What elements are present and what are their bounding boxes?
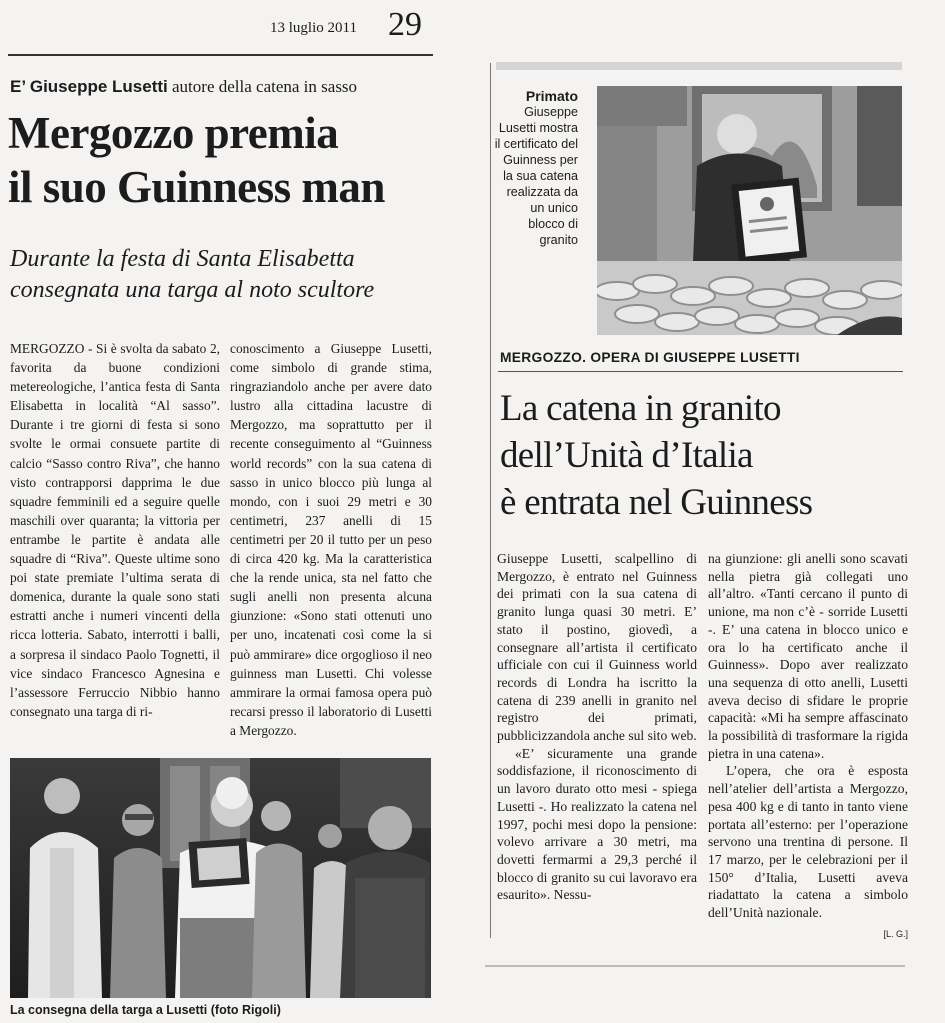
right-headline-line-3: è entrata nel Guinness xyxy=(500,482,813,523)
kicker-name: E’ Giuseppe Lusetti xyxy=(10,77,168,96)
award-ceremony-photo xyxy=(10,758,431,998)
column-separator xyxy=(490,63,491,938)
left-article-kicker xyxy=(10,77,357,97)
guinness-certificate-photo xyxy=(597,86,902,335)
right-col2-paragraph-2: L’opera, che ora è esposta nell’atelier dell’artista a Mergozzo, pesa 400 kg e di tanto in tanto viene portata all’esterno: per l’operazione servono una trentina di persone. Il 17 marzo, per le celebrazioni per il 150° d’Italia, Lusetti aveva riadattato la catena a simbolo dell’Unità nazionale. xyxy=(708,763,908,921)
headline-line-2: il suo Guinness man xyxy=(8,162,385,212)
award-ceremony-photo-image xyxy=(10,758,431,998)
right-article-kicker: MERGOZZO. OPERA DI GIUSEPPE LUSETTI xyxy=(500,350,800,365)
right-article-headline xyxy=(500,385,920,526)
guinness-certificate-photo-image xyxy=(597,86,902,335)
kicker-rest: autore della catena in sasso xyxy=(172,77,358,96)
issue-date: 13 luglio 2011 xyxy=(270,20,357,36)
right-photo-caption xyxy=(493,88,578,248)
left-article-headline xyxy=(8,106,448,214)
headline-line-1: Mergozzo premia xyxy=(8,108,339,158)
right-headline-line-1: La catena in granito xyxy=(500,388,781,429)
subheadline-line-2: consegnata una targa al noto scultore xyxy=(10,277,375,303)
page-number: 29 xyxy=(388,6,422,43)
right-kicker-rule xyxy=(498,371,903,372)
subheadline-line-1: Durante la festa di Santa Elisabetta xyxy=(10,246,355,272)
right-article-body-column-1 xyxy=(497,550,697,904)
header-divider xyxy=(8,54,433,56)
award-photo-caption: La consegna della targa a Lusetti (foto Rigoli) xyxy=(10,1003,281,1017)
right-col1-paragraph-2: «E’ sicuramente una grande soddisfazione, il riconoscimento di un lavoro durato otto mesi - spiega Lusetti -. Ho realizzato la catena nel 1997, pochi mesi dopo la pensione: volevo arrivare a 30 metri, ma dovetti fermarmi a 29,3 perché il blocco di granito su cui lavoravo era esaurito». Nessu- xyxy=(497,745,697,903)
right-article-top-rule xyxy=(496,62,902,70)
left-article-body-column-2: conoscimento a Giuseppe Lusetti, come simbolo di grande stima, ringraziandolo anche per avere dato lustro alla cittadina lacustre di Mergozzo, ma soprattutto per il recente conseguimento al “Guinness world records” con la sua catena di sasso in unico blocco più lunga al mondo, con i suoi 29 metri e 30 centimetri, 237 anelli di 15 centimetri per 20 il tutto per un peso di circa 420 kg. Ma la caratteristica che la rende unica, sta nel fatto che sugli anelli non presenta alcuna giunzione: «Sono stati ottenuti uno per uno, incatenati così come la si può ammirare» dice orgoglioso il neo guinness man Lusetti. Chi volesse ammirare la ormai famosa opera può recarsi presso il laboratorio di Lusetti a Mergozzo. xyxy=(230,341,432,738)
photo-caption-text: Giuseppe Lusetti mostra il certificato del Guinness per la sua catena realizzata da un unico blocco di granito xyxy=(494,105,578,247)
left-article-subheadline xyxy=(10,244,450,306)
author-signature: [L. G.] xyxy=(883,928,908,939)
right-headline-line-2: dell’Unità d’Italia xyxy=(500,435,753,476)
right-col2-paragraph-1: na giunzione: gli anelli sono scavati nella pietra già collegati uno all’altro. «Tanti cercano il punto di unione, ma non c’è - sorride Lusetti -. E’ una catena in blocco unico e ora lo ha certificato anche il Guinness». Dopo aver realizzato una sequenza di otto anelli, Lusetti aveva deciso di sfidare le proprie capacità: «Mi ha sempre affascinato la possibilità di trasformare la rigida pietra in una catena». xyxy=(708,551,908,761)
right-col1-paragraph-1: Giuseppe Lusetti, scalpellino di Mergozzo, è entrato nel Guinness dei primati con la sua catena di granito lunga quasi 30 metri. E’ stato il postino, giovedì, a consegnare all’artista il certificato ufficiale con cui il Guinness world records di Londra ha iscritto la catena di 239 anelli in granito nel registro dei primati, pubblicizzandola anche sul sito web. xyxy=(497,551,697,744)
photo-caption-title: Primato xyxy=(525,88,578,104)
left-article-body-column-1: MERGOZZO - Si è svolta da sabato 2, favorita da buone condizioni metereologiche, l’antica festa di Santa Elisabetta in località “Al sasso”. Durante i tre giorni di festa si sono svolte le ormai consuete partite di calcio “Sasso contro Riva”, che hanno visto contrapporsi dapprima le due squadre femminili ed a seguire quelle maschili over quaranta; la vittoria per entrambe le partite è andata alle squadre di “Riva”. Queste ultime sono poi state premiate l’ultima serata di domenica, durante la quale sono stati estratti anche i numeri vincenti della ricca lotteria. Sabato, interrotti i balli, a sorpresa il sindaco Paolo Tognetti, il vice sindaco Francesco Agnesina e l’assessore Ferruccio Nibbio hanno consegnato una targa di ri- xyxy=(10,341,220,719)
bottom-rule xyxy=(485,965,905,967)
right-article-body-column-2 xyxy=(708,550,908,943)
